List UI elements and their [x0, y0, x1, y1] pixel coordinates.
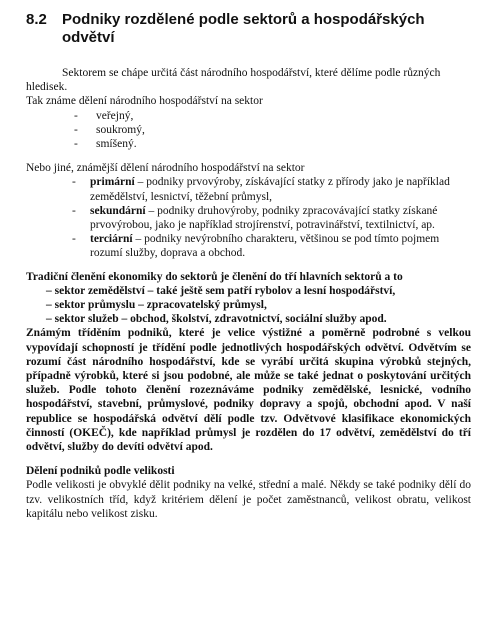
size-heading: Dělení podniků podle velikosti — [26, 465, 175, 478]
size-paragraph: Podle velikosti je obvyklé dělit podniky na velké, střední a malé. Někdy se také podniky dělí do tzv. velikostních tříd, když kritériem dělení je počet zaměstnanců, velikost obratu, velikost kapitálu nebo velikost zisku. — [26, 479, 471, 520]
section-heading — [26, 11, 476, 47]
list-item: – sektor zemědělství – také ještě sem patří rybolov a lesní hospodářství, — [46, 284, 396, 297]
list-item: - soukromý, — [74, 123, 145, 136]
sector-list — [26, 175, 471, 260]
section-title: Podniky rozdělené podle sektorů a hospodářských odvětví — [62, 11, 425, 46]
sector-term: primární — [90, 176, 135, 189]
list-item: - terciární – podniky nevýrobního charakteru, většinou se pod tímto pojmem rozumí služby, doprava a obchod. — [72, 233, 440, 260]
list-item: – sektor průmyslu – zpracovatelský průmysl, — [46, 299, 267, 312]
sectors-intro: Nebo jiné, známější dělení národního hospodářství na sektor — [26, 162, 305, 175]
classification-paragraph: Známým tříděním podniků, které je velice výstižné a poměrně podrobné s velkou vypovídají schopností je třídění podle jednotlivých hospodářských odvětví. Odvětvím se rozumí část národního hospodářství, kde se vyrábí určitá skupina výrobků stejných, případně výrobků, které si jsou podobné, ale může se také jednat o poskytování určitých služeb. Podle tohoto členění rozeznáváme podniky zemědělské, lesnické, vodního hospodářství, stavební, průmyslové, podniky dopravy a spojů, obchodní apod. V naší republice se hospodářská odvětví dělí podle tzv. Odvětvové klasifikace ekonomických činností (OKEČ), kde například průmysl je rozdělen do 17 odvětví, zemědělství do tří odvětví, služby do devíti odvětví apod. — [26, 327, 471, 454]
traditional-list — [26, 284, 471, 327]
list-item: - sekundární – podniky druhovýroby, podniky zpracovávající statky získané prvovýrobou, jako je například strojírenství, potravinářství, textilnictví, ap. — [72, 204, 438, 232]
list-item: - smíšený. — [74, 138, 137, 151]
list-item: – sektor služeb – obchod, školství, zdravotnictví, sociální služby apod. — [46, 313, 387, 326]
document-body — [26, 66, 471, 521]
list-item: - primární – podniky prvovýroby, získávající statky z přírody jako je například zemědělství, lesnictví, těžební průmysl, — [72, 176, 450, 203]
list-item: - veřejný, — [74, 109, 134, 122]
traditional-intro: Tradiční členění ekonomiky do sektorů je členění do tří hlavních sektorů a to — [26, 270, 403, 283]
sector-term: terciární — [90, 233, 133, 246]
sector-term: sekundární — [90, 204, 146, 217]
ownership-list — [26, 109, 471, 152]
intro-paragraph: Sektorem se chápe určitá část národního hospodářství, které dělíme podle různých hledisek. — [26, 67, 441, 94]
section-number: 8.2 — [26, 11, 47, 28]
intro-sector-line: Tak známe dělení národního hospodářství na sektor — [26, 95, 263, 108]
